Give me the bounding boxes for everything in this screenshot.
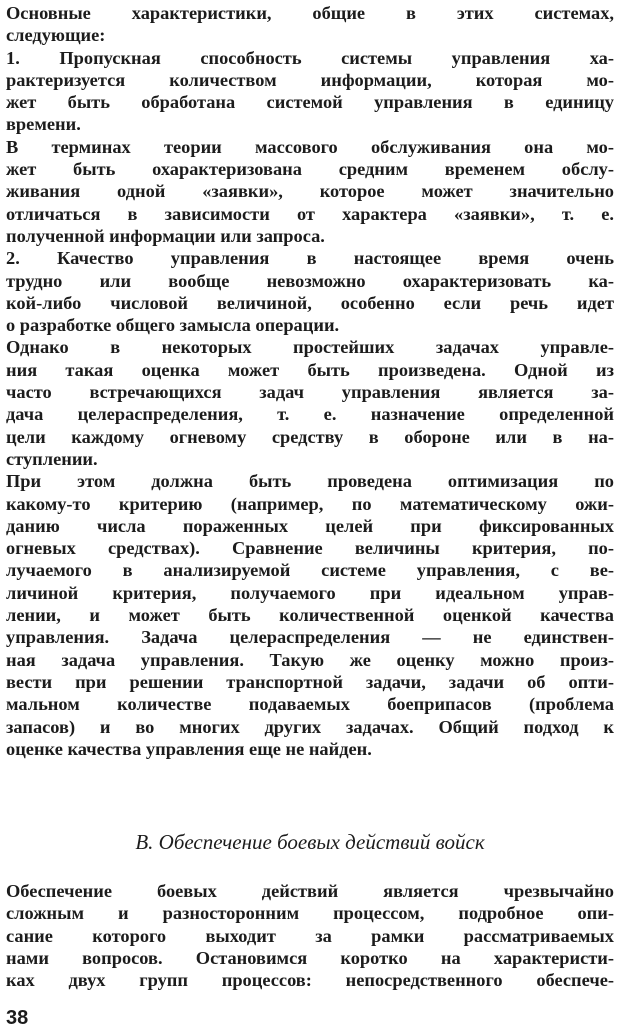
text-line: живания одной «заявки», которое может значительно [6,181,614,202]
text-line: В терминах теории массового обслуживания она мо- [6,136,614,157]
text-line: Однако в некоторых простейших задачах управле- [6,337,614,358]
text-line: сложным и разносторонним процессом, подробное опи- [6,903,614,924]
text-line: кой-либо числовой величиной, особенно если речь идет [6,292,614,313]
text-line: дача целераспределения, т. е. назначение определенной [6,404,614,425]
text-line: вести при решении транспортной задачи, задачи об опти- [6,671,614,692]
text-line: 1. Пропускная способность системы управления ха- [6,47,614,68]
text-line: часто встречающихся задач управления является за- [6,382,614,403]
text-line: о разработке общего замысла операции. [6,315,340,336]
text-line: трудно или вообще невозможно охарактеризовать ка- [6,270,614,291]
text-line: запасов) и во многих других задачах. Общий подход к [6,716,614,737]
text-line: ния такая оценка может быть произведена. Одной из [6,359,614,380]
section-intro-text [6,880,614,991]
text-line: следующие: [6,25,106,46]
text-line: управления. Задача целераспределения — не единствен- [6,627,614,648]
text-line: лении, и может быть количественной оценкой качества [6,605,614,626]
text-line: сание которого выходит за рамки рассматриваемых [6,925,614,946]
text-line: жет быть охарактеризована средним временем обслу- [6,159,614,180]
text-line: Основные характеристики, общие в этих системах, [6,3,614,23]
text-line: 2. Качество управления в настоящее время очень [6,248,614,269]
page-number: 38 [6,1007,29,1029]
text-line: личиной критерия, получаемого при идеальном управ- [6,582,614,603]
text-line: ках двух групп процессов: непосредственного обеспече- [6,970,614,991]
text-line: отличаться в зависимости от характера «заявки», т. е. [6,203,614,224]
text-line: нами вопросов. Остановимся коротко на характеристи- [6,947,614,968]
text-line: какому-то критерию (например, по математическому ожи- [6,493,614,514]
text-line: лучаемого в анализируемой системе управления, с ве- [6,560,614,581]
text-line: При этом должна быть проведена оптимизация по [6,471,614,492]
text-line: рактеризуется количеством информации, которая мо- [6,69,614,90]
text-line: ная задача управления. Такую же оценку можно произ- [6,649,614,670]
text-line: времени. [6,114,81,135]
text-line: мальном количестве подаваемых боеприпасов (проблема [6,694,614,715]
text-line: Обеспечение боевых действий является чрезвычайно [6,881,614,901]
section-heading: В. Обеспечение боевых действий войск [135,830,485,854]
text-line: ступлении. [6,448,98,469]
text-line: жет быть обработана системой управления в единицу [6,92,614,113]
text-line: цели каждому огневому средству в обороне или в на- [6,426,614,447]
body-text [6,2,614,760]
text-line: огневых средствах). Сравнение величины критерия, по- [6,538,614,559]
text-line: данию числа пораженных целей при фиксированных [6,515,614,536]
text-line: оценке качества управления еще не найден. [6,738,372,759]
text-line: полученной информации или запроса. [6,225,325,246]
